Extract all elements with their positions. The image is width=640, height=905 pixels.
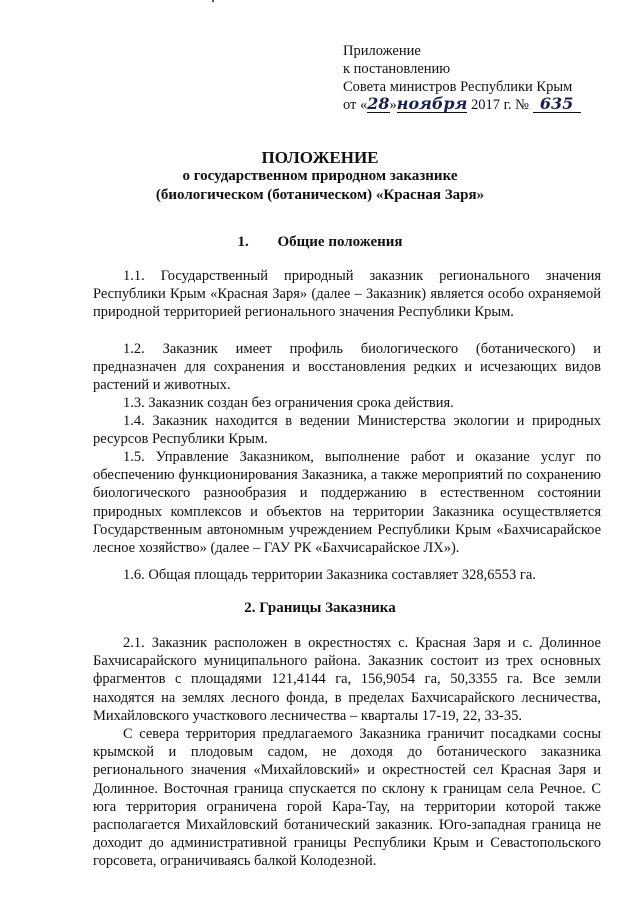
title-sub-1: о государственном природном заказнике [182, 168, 458, 184]
paragraph-2-2: С севера территория предлагаемого Заказника граничит посадками сосны крымской и плодовым садом, не доходя до ботанического заказника регионального значения «Михайловский» и окрестностей сел Красная Заря и Долинное. Восточная граница спускается по склону к границам села Речное. С юга территория ограничена горой Кара-Тау, на территории которой также располагается Михайловский ботанический заказник. Юго-западная граница не доходит до административной границы Республики Крым и Севастопольского горсовета, ограничиваясь балкой Колодезной. [93, 726, 601, 870]
annex-block [343, 42, 613, 114]
title-main: ПОЛОЖЕНИЕ [261, 148, 379, 167]
date-mid: » [389, 97, 397, 113]
paragraph-1-6: 1.6. Общая площадь территории Заказника составляет 328,6553 га. [123, 567, 536, 583]
annex-line-1: Приложение [343, 43, 421, 59]
scan-speck [212, 0, 214, 2]
date-year: 2017 г. № [470, 97, 529, 113]
paragraph-1-4: 1.4. Заказник находится в ведении Министерства экологии и природных ресурсов Республики Крым. [93, 413, 601, 448]
paragraph-1-3: 1.3. Заказник создан без ограничения срока действия. [123, 395, 454, 411]
paragraph-1-2: 1.2. Заказник имеет профиль биологического (ботанического) и предназначен для сохранения и восстановления редких и исчезающих видов растений и животных. [93, 341, 601, 394]
title-sub-2: (биологическом (ботаническом) «Красная Заря» [155, 187, 485, 203]
section-1-heading [0, 234, 640, 251]
paragraph-1-5: 1.5. Управление Заказником, выполнение работ и оказание услуг по обеспечению функционирования Заказника, а также мероприятий по сохранению биологического разнообразия и поддержанию в естественном состоянии природных комплексов и объектов на территории Заказника осуществляется Государственным автономным учреждением Республики Крым «Бахчисарайское лесное хозяйство» (далее – ГАУ РК «Бахчисарайское ЛХ»). [93, 449, 601, 557]
annex-date-line [343, 96, 613, 114]
annex-line-2: к постановлению [343, 61, 451, 77]
paragraph-1-1: 1.1. Государственный природный заказник регионального значения Республики Крым «Красная Заря» (далее – Заказник) является особо охраняемой природной территорией регионального значения Республики Крым. [93, 268, 601, 321]
paragraph-2-1: 2.1. Заказник расположен в окрестностях с. Красная Заря и с. Долинное Бахчисарайского муниципального района. Заказник состоит из трех основных фрагментов с площадями 121,4144 га, 156,9054 га, 50,3355 га. Все земли находятся на землях лесного фонда, в пределах Бахчисарайского лесничества, Михайловского участкового лесничества – кварталы 17-19, 22, 33-35. [93, 635, 601, 724]
annex-line-3: Совета министров Республики Крым [343, 79, 573, 95]
date-prefix: от « [343, 97, 368, 113]
section-2-heading: 2. Границы Заказника [244, 600, 396, 616]
date-month-handwritten: ноября [396, 94, 468, 113]
section-1-number: 1. [237, 234, 249, 250]
section-1-title: Общие положения [277, 234, 403, 250]
document-title [0, 148, 640, 205]
date-day-handwritten: 28 [367, 94, 390, 113]
decree-number-handwritten: 635 [533, 96, 581, 113]
